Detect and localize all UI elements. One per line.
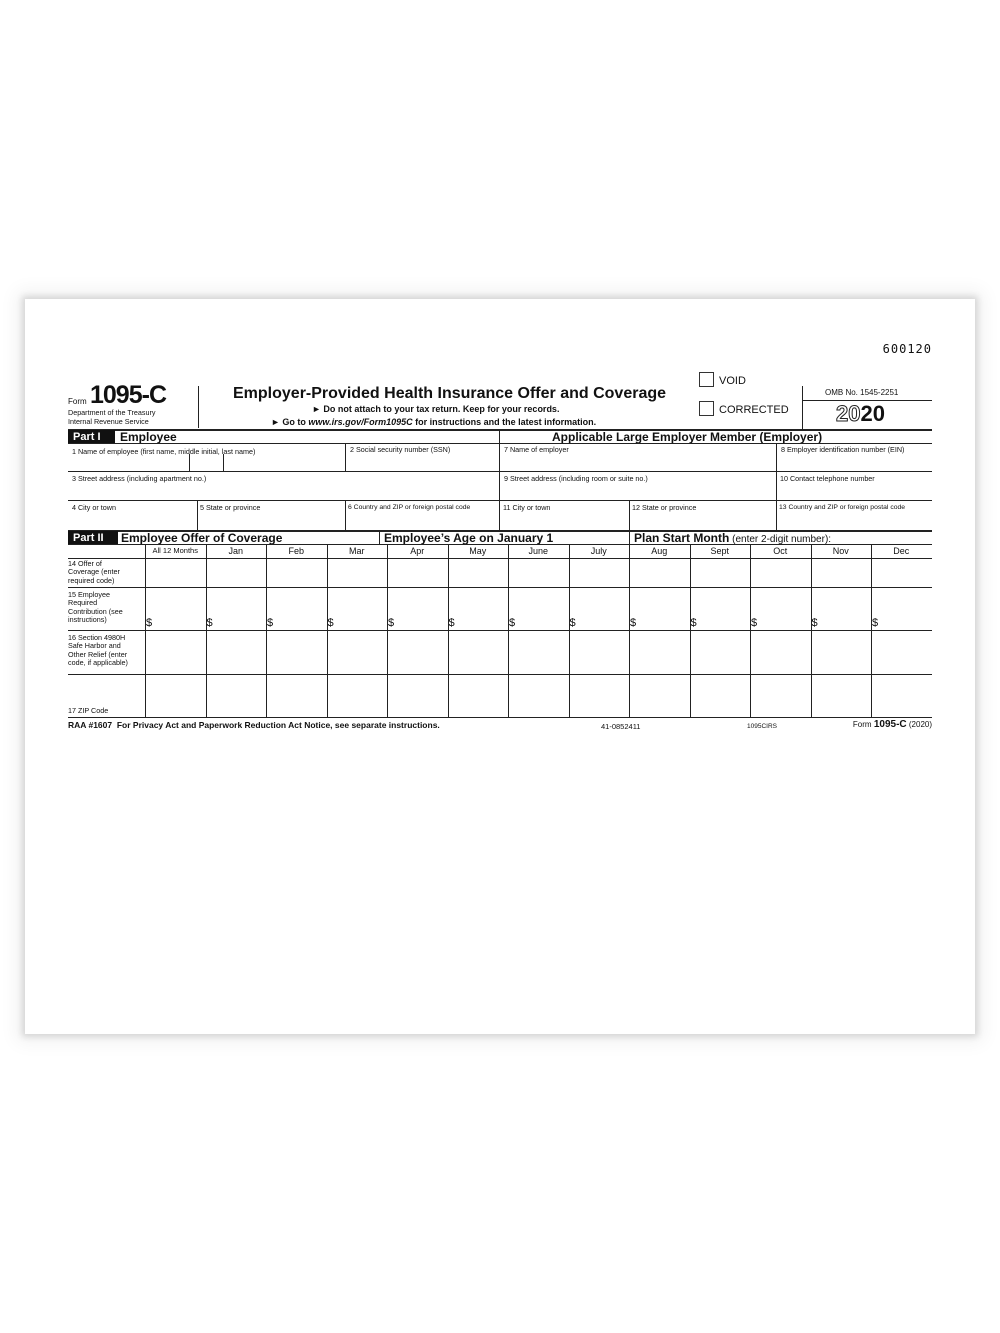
part2-title: Employee Offer of Coverage <box>121 531 283 545</box>
form-title: Employer-Provided Health Insurance Offer and Coverage <box>233 385 667 402</box>
month-header: Sept <box>710 546 729 556</box>
row-14-label <box>68 560 120 585</box>
field-7-label: 7 Name of employer <box>504 445 569 454</box>
plan-start-bold: Plan Start Month <box>634 531 730 545</box>
row-16-line: code, if applicable) <box>68 658 128 668</box>
tax-year <box>836 401 885 427</box>
corrected-checkbox[interactable] <box>699 401 714 416</box>
dollar-sign: $ <box>690 617 697 629</box>
dollar-sign: $ <box>569 617 576 629</box>
instruction-keep-records: ► Do not attach to your tax return. Keep for your records. <box>312 404 560 414</box>
month-header: May <box>469 546 487 556</box>
form-code: 600120 <box>882 342 932 356</box>
tax-year-bold: 20 <box>860 401 885 426</box>
dollar-sign: $ <box>751 617 758 629</box>
footer-form-word: Form <box>852 720 872 729</box>
plan-start-label <box>634 531 831 545</box>
void-label: VOID <box>719 375 746 387</box>
month-header: July <box>590 546 607 556</box>
plan-start-rest: (enter 2-digit number): <box>729 534 832 545</box>
field-5-label: 5 State or province <box>200 503 261 512</box>
footer-notice <box>68 720 440 730</box>
dollar-sign: $ <box>509 617 516 629</box>
form-sheet <box>25 299 975 1034</box>
row-14-line: 14 Offer of <box>68 559 102 568</box>
row-15-line: instructions) <box>68 615 107 625</box>
void-checkbox[interactable] <box>699 372 714 387</box>
dollar-sign: $ <box>388 617 395 629</box>
employer-title: Applicable Large Employer Member (Employer) <box>552 430 823 444</box>
row-14-line: required code) <box>68 575 115 585</box>
field-1-label: 1 Name of employee (first name, middle initial, last name) <box>72 447 256 456</box>
part1-title: Employee <box>120 430 177 444</box>
dollar-sign: $ <box>206 617 213 629</box>
dollar-sign: $ <box>630 617 637 629</box>
row-17-label: 17 ZIP Code <box>68 706 109 715</box>
field-3-label: 3 Street address (including apartment no.) <box>72 474 207 483</box>
month-header: Oct <box>773 546 788 556</box>
raa-number: RAA #1607 <box>68 720 113 730</box>
row-15-line: Required <box>68 598 98 608</box>
row-14-line: Coverage (enter <box>68 567 120 577</box>
dollar-sign: $ <box>267 617 274 629</box>
month-header: Mar <box>349 546 365 556</box>
footer-form <box>853 719 932 730</box>
month-header: Jan <box>228 546 243 556</box>
omb-number: OMB No. 1545-2251 <box>825 388 899 397</box>
tax-year-outline: 20 <box>836 401 861 426</box>
row-16-line: Other Relief (enter <box>68 649 128 659</box>
month-header: Apr <box>410 546 425 556</box>
row-15-label <box>68 591 123 625</box>
privacy-notice: For Privacy Act and Paperwork Reduction Act Notice, see separate instructions. <box>116 720 440 730</box>
month-header: Aug <box>651 546 668 556</box>
agency: Internal Revenue Service <box>68 417 149 426</box>
instruction-url-suffix: for instructions and the latest information. <box>412 417 597 427</box>
footer-form-number: 1095-C <box>873 719 907 730</box>
row-16-label <box>68 634 128 668</box>
field-12-label: 12 State or province <box>632 503 697 512</box>
part2-badge: Part II <box>68 531 118 545</box>
month-header: June <box>528 546 549 556</box>
field-6-label: 6 Country and ZIP or foreign postal code <box>348 504 471 511</box>
instruction-url-line <box>271 417 596 427</box>
field-11-label: 11 City or town <box>503 503 551 512</box>
form-number: 1095-C <box>90 381 166 409</box>
field-10-label: 10 Contact telephone number <box>780 474 875 483</box>
instruction-url-prefix: ► Go to <box>271 417 309 427</box>
row-16-line: Safe Harbor and <box>68 641 121 651</box>
dollar-sign: $ <box>448 617 455 629</box>
part1-badge: Part I <box>68 430 115 444</box>
row-15-line: Contribution (see <box>68 606 123 616</box>
age-label: Employee’s Age on January 1 <box>384 531 554 545</box>
month-header: All 12 Months <box>152 546 198 555</box>
dollar-sign: $ <box>146 617 153 629</box>
field-13-label: 13 Country and ZIP or foreign postal code <box>779 504 906 511</box>
field-4-label: 4 City or town <box>72 503 116 512</box>
instruction-url[interactable]: www.irs.gov/Form1095C <box>308 417 413 427</box>
department: Department of the Treasury <box>68 408 156 417</box>
form-word: Form <box>68 397 87 406</box>
footer-code: 1095CIRS <box>747 723 777 730</box>
field-8-label: 8 Employer identification number (EIN) <box>781 445 905 454</box>
dollar-sign: $ <box>327 617 334 629</box>
footer-year: (2020) <box>908 720 932 729</box>
dollar-sign: $ <box>811 617 818 629</box>
cat-number: 41-0852411 <box>601 722 641 731</box>
corrected-label: CORRECTED <box>719 404 789 416</box>
field-9-label: 9 Street address (including room or suite no.) <box>504 474 648 483</box>
dollar-sign: $ <box>872 617 879 629</box>
month-header: Dec <box>893 546 910 556</box>
month-header: Feb <box>288 546 304 556</box>
month-header: Nov <box>832 546 849 556</box>
row-15-line: 15 Employee <box>68 590 110 599</box>
field-2-label: 2 Social security number (SSN) <box>350 445 451 454</box>
row-16-line: 16 Section 4980H <box>68 633 126 642</box>
